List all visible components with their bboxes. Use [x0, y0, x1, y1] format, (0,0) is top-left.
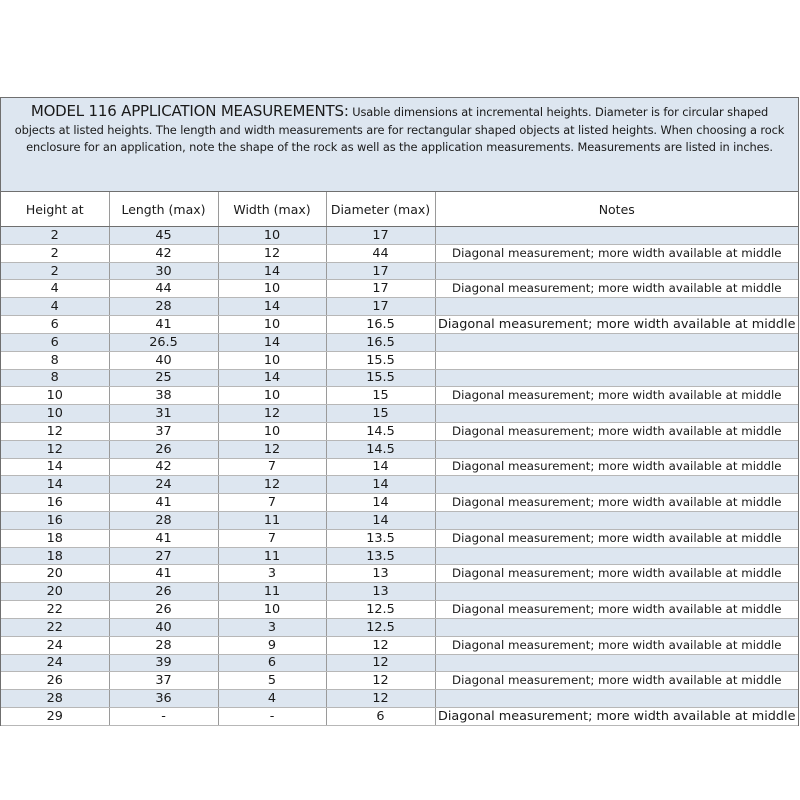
table-row — [1, 369, 798, 387]
cell-notes — [435, 298, 798, 316]
cell-diameter: 16.5 — [326, 316, 435, 334]
cell-height: 10 — [1, 387, 109, 405]
table-caption — [1, 97, 798, 192]
cell-height: 12 — [1, 422, 109, 440]
cell-width: 14 — [218, 369, 326, 387]
cell-notes: Diagonal measurement; more width available at middle — [435, 529, 798, 547]
cell-width: 7 — [218, 494, 326, 512]
table-row — [1, 547, 798, 565]
cell-diameter: 13 — [326, 583, 435, 601]
caption-title: MODEL 116 APPLICATION MEASUREMENTS: — [30, 102, 349, 120]
cell-notes — [435, 227, 798, 245]
table-row — [1, 280, 798, 298]
cell-height: 14 — [1, 476, 109, 494]
column-header-width: Width (max) — [218, 192, 326, 227]
table-row — [1, 636, 798, 654]
table-row — [1, 387, 798, 405]
cell-height: 8 — [1, 369, 109, 387]
cell-width: 5 — [218, 672, 326, 690]
table-row — [1, 654, 798, 672]
cell-height: 10 — [1, 405, 109, 423]
cell-height: 22 — [1, 618, 109, 636]
cell-diameter: 15 — [326, 387, 435, 405]
cell-length: 26 — [109, 601, 218, 619]
cell-length: 36 — [109, 690, 218, 708]
measurements-sheet — [0, 97, 799, 726]
cell-diameter: 12.5 — [326, 601, 435, 619]
cell-length: 41 — [109, 494, 218, 512]
cell-width: 10 — [218, 316, 326, 334]
cell-notes: Diagonal measurement; more width available at middle — [435, 422, 798, 440]
cell-height: 18 — [1, 547, 109, 565]
cell-length: 41 — [109, 565, 218, 583]
table-row — [1, 262, 798, 280]
cell-length: 24 — [109, 476, 218, 494]
cell-notes — [435, 262, 798, 280]
cell-diameter: 14.5 — [326, 422, 435, 440]
cell-notes — [435, 405, 798, 423]
cell-length: 27 — [109, 547, 218, 565]
cell-height: 4 — [1, 280, 109, 298]
table-row — [1, 618, 798, 636]
cell-diameter: 14 — [326, 512, 435, 530]
cell-width: 9 — [218, 636, 326, 654]
column-header-length: Length (max) — [109, 192, 218, 227]
cell-diameter: 15 — [326, 405, 435, 423]
cell-diameter: 12 — [326, 636, 435, 654]
cell-width: 6 — [218, 654, 326, 672]
cell-width: 10 — [218, 351, 326, 369]
cell-notes: Diagonal measurement; more width available at middle — [435, 565, 798, 583]
cell-diameter: 17 — [326, 227, 435, 245]
cell-width: 10 — [218, 227, 326, 245]
cell-height: 24 — [1, 654, 109, 672]
table-row — [1, 494, 798, 512]
table-row — [1, 672, 798, 690]
cell-length: 38 — [109, 387, 218, 405]
cell-width: 12 — [218, 440, 326, 458]
table-row — [1, 707, 798, 725]
cell-diameter: 14 — [326, 458, 435, 476]
header-row — [1, 192, 798, 227]
cell-height: 22 — [1, 601, 109, 619]
cell-diameter: 17 — [326, 262, 435, 280]
cell-diameter: 6 — [326, 707, 435, 725]
cell-width: 11 — [218, 547, 326, 565]
table-row — [1, 227, 798, 245]
table-row — [1, 351, 798, 369]
cell-width: 10 — [218, 280, 326, 298]
cell-length: 39 — [109, 654, 218, 672]
cell-length: 25 — [109, 369, 218, 387]
cell-notes — [435, 512, 798, 530]
cell-diameter: 12 — [326, 690, 435, 708]
cell-length: 44 — [109, 280, 218, 298]
cell-width: 7 — [218, 529, 326, 547]
cell-length: 41 — [109, 529, 218, 547]
cell-diameter: 13 — [326, 565, 435, 583]
cell-notes — [435, 618, 798, 636]
cell-height: 6 — [1, 316, 109, 334]
cell-height: 2 — [1, 262, 109, 280]
cell-diameter: 14 — [326, 476, 435, 494]
cell-height: 4 — [1, 298, 109, 316]
cell-height: 6 — [1, 333, 109, 351]
cell-length: 28 — [109, 636, 218, 654]
cell-height: 16 — [1, 512, 109, 530]
cell-diameter: 12.5 — [326, 618, 435, 636]
table-row — [1, 298, 798, 316]
cell-notes: Diagonal measurement; more width available at middle — [435, 494, 798, 512]
table-row — [1, 601, 798, 619]
cell-length: 28 — [109, 512, 218, 530]
cell-width: 10 — [218, 601, 326, 619]
cell-width: 10 — [218, 387, 326, 405]
cell-width: 14 — [218, 298, 326, 316]
cell-notes — [435, 440, 798, 458]
cell-width: 4 — [218, 690, 326, 708]
cell-diameter: 44 — [326, 244, 435, 262]
table-row — [1, 690, 798, 708]
cell-width: - — [218, 707, 326, 725]
cell-diameter: 14 — [326, 494, 435, 512]
column-header-notes: Notes — [435, 192, 798, 227]
cell-length: 37 — [109, 672, 218, 690]
cell-height: 29 — [1, 707, 109, 725]
cell-notes — [435, 690, 798, 708]
cell-length: 40 — [109, 351, 218, 369]
cell-width: 3 — [218, 565, 326, 583]
cell-height: 20 — [1, 565, 109, 583]
cell-notes — [435, 583, 798, 601]
cell-notes — [435, 351, 798, 369]
column-header-diameter: Diameter (max) — [326, 192, 435, 227]
cell-length: 37 — [109, 422, 218, 440]
cell-diameter: 13.5 — [326, 547, 435, 565]
cell-height: 2 — [1, 227, 109, 245]
table-row — [1, 333, 798, 351]
cell-height: 12 — [1, 440, 109, 458]
table-row — [1, 476, 798, 494]
column-header-height: Height at — [1, 192, 109, 227]
cell-height: 8 — [1, 351, 109, 369]
table-row — [1, 244, 798, 262]
cell-height: 18 — [1, 529, 109, 547]
cell-notes: Diagonal measurement; more width available at middle — [435, 601, 798, 619]
cell-length: 30 — [109, 262, 218, 280]
table-row — [1, 583, 798, 601]
cell-length: 26 — [109, 583, 218, 601]
cell-notes — [435, 476, 798, 494]
table-row — [1, 512, 798, 530]
table-row — [1, 422, 798, 440]
cell-notes — [435, 333, 798, 351]
cell-notes: Diagonal measurement; more width available at middle — [435, 387, 798, 405]
cell-notes — [435, 654, 798, 672]
table-row — [1, 405, 798, 423]
cell-height: 24 — [1, 636, 109, 654]
table-row — [1, 529, 798, 547]
cell-diameter: 15.5 — [326, 369, 435, 387]
cell-notes: Diagonal measurement; more width available at middle — [435, 707, 798, 725]
cell-length: 42 — [109, 244, 218, 262]
measurements-table — [1, 192, 798, 726]
cell-diameter: 12 — [326, 654, 435, 672]
cell-length: 26.5 — [109, 333, 218, 351]
cell-width: 12 — [218, 244, 326, 262]
cell-length: 31 — [109, 405, 218, 423]
cell-length: 40 — [109, 618, 218, 636]
table-body — [1, 227, 798, 726]
cell-width: 11 — [218, 512, 326, 530]
cell-width: 11 — [218, 583, 326, 601]
cell-diameter: 17 — [326, 298, 435, 316]
cell-diameter: 14.5 — [326, 440, 435, 458]
cell-length: 45 — [109, 227, 218, 245]
cell-height: 20 — [1, 583, 109, 601]
cell-length: 28 — [109, 298, 218, 316]
cell-length: 42 — [109, 458, 218, 476]
caption-description: Usable dimensions at incremental heights. Diameter is for circular shaped objects at listed heights. The length and width measurements are for rectangular shaped objects at listed heights. When choosing a rock enclosure for an application, note the shape of the rock as well as the application measurements. Measurements are listed in inches. — [14, 105, 785, 154]
cell-width: 14 — [218, 333, 326, 351]
cell-height: 14 — [1, 458, 109, 476]
cell-height: 28 — [1, 690, 109, 708]
cell-length: 41 — [109, 316, 218, 334]
cell-height: 16 — [1, 494, 109, 512]
cell-width: 12 — [218, 405, 326, 423]
cell-notes: Diagonal measurement; more width available at middle — [435, 316, 798, 334]
cell-height: 26 — [1, 672, 109, 690]
table-row — [1, 316, 798, 334]
cell-width: 7 — [218, 458, 326, 476]
cell-diameter: 17 — [326, 280, 435, 298]
table-row — [1, 458, 798, 476]
cell-width: 3 — [218, 618, 326, 636]
cell-diameter: 15.5 — [326, 351, 435, 369]
cell-length: 26 — [109, 440, 218, 458]
cell-notes — [435, 547, 798, 565]
cell-diameter: 13.5 — [326, 529, 435, 547]
cell-notes: Diagonal measurement; more width available at middle — [435, 280, 798, 298]
cell-notes: Diagonal measurement; more width available at middle — [435, 636, 798, 654]
cell-notes: Diagonal measurement; more width available at middle — [435, 458, 798, 476]
cell-width: 12 — [218, 476, 326, 494]
cell-diameter: 16.5 — [326, 333, 435, 351]
table-row — [1, 440, 798, 458]
cell-height: 2 — [1, 244, 109, 262]
cell-notes: Diagonal measurement; more width available at middle — [435, 244, 798, 262]
cell-notes — [435, 369, 798, 387]
cell-notes: Diagonal measurement; more width available at middle — [435, 672, 798, 690]
cell-width: 10 — [218, 422, 326, 440]
cell-length: - — [109, 707, 218, 725]
cell-diameter: 12 — [326, 672, 435, 690]
table-row — [1, 565, 798, 583]
cell-width: 14 — [218, 262, 326, 280]
